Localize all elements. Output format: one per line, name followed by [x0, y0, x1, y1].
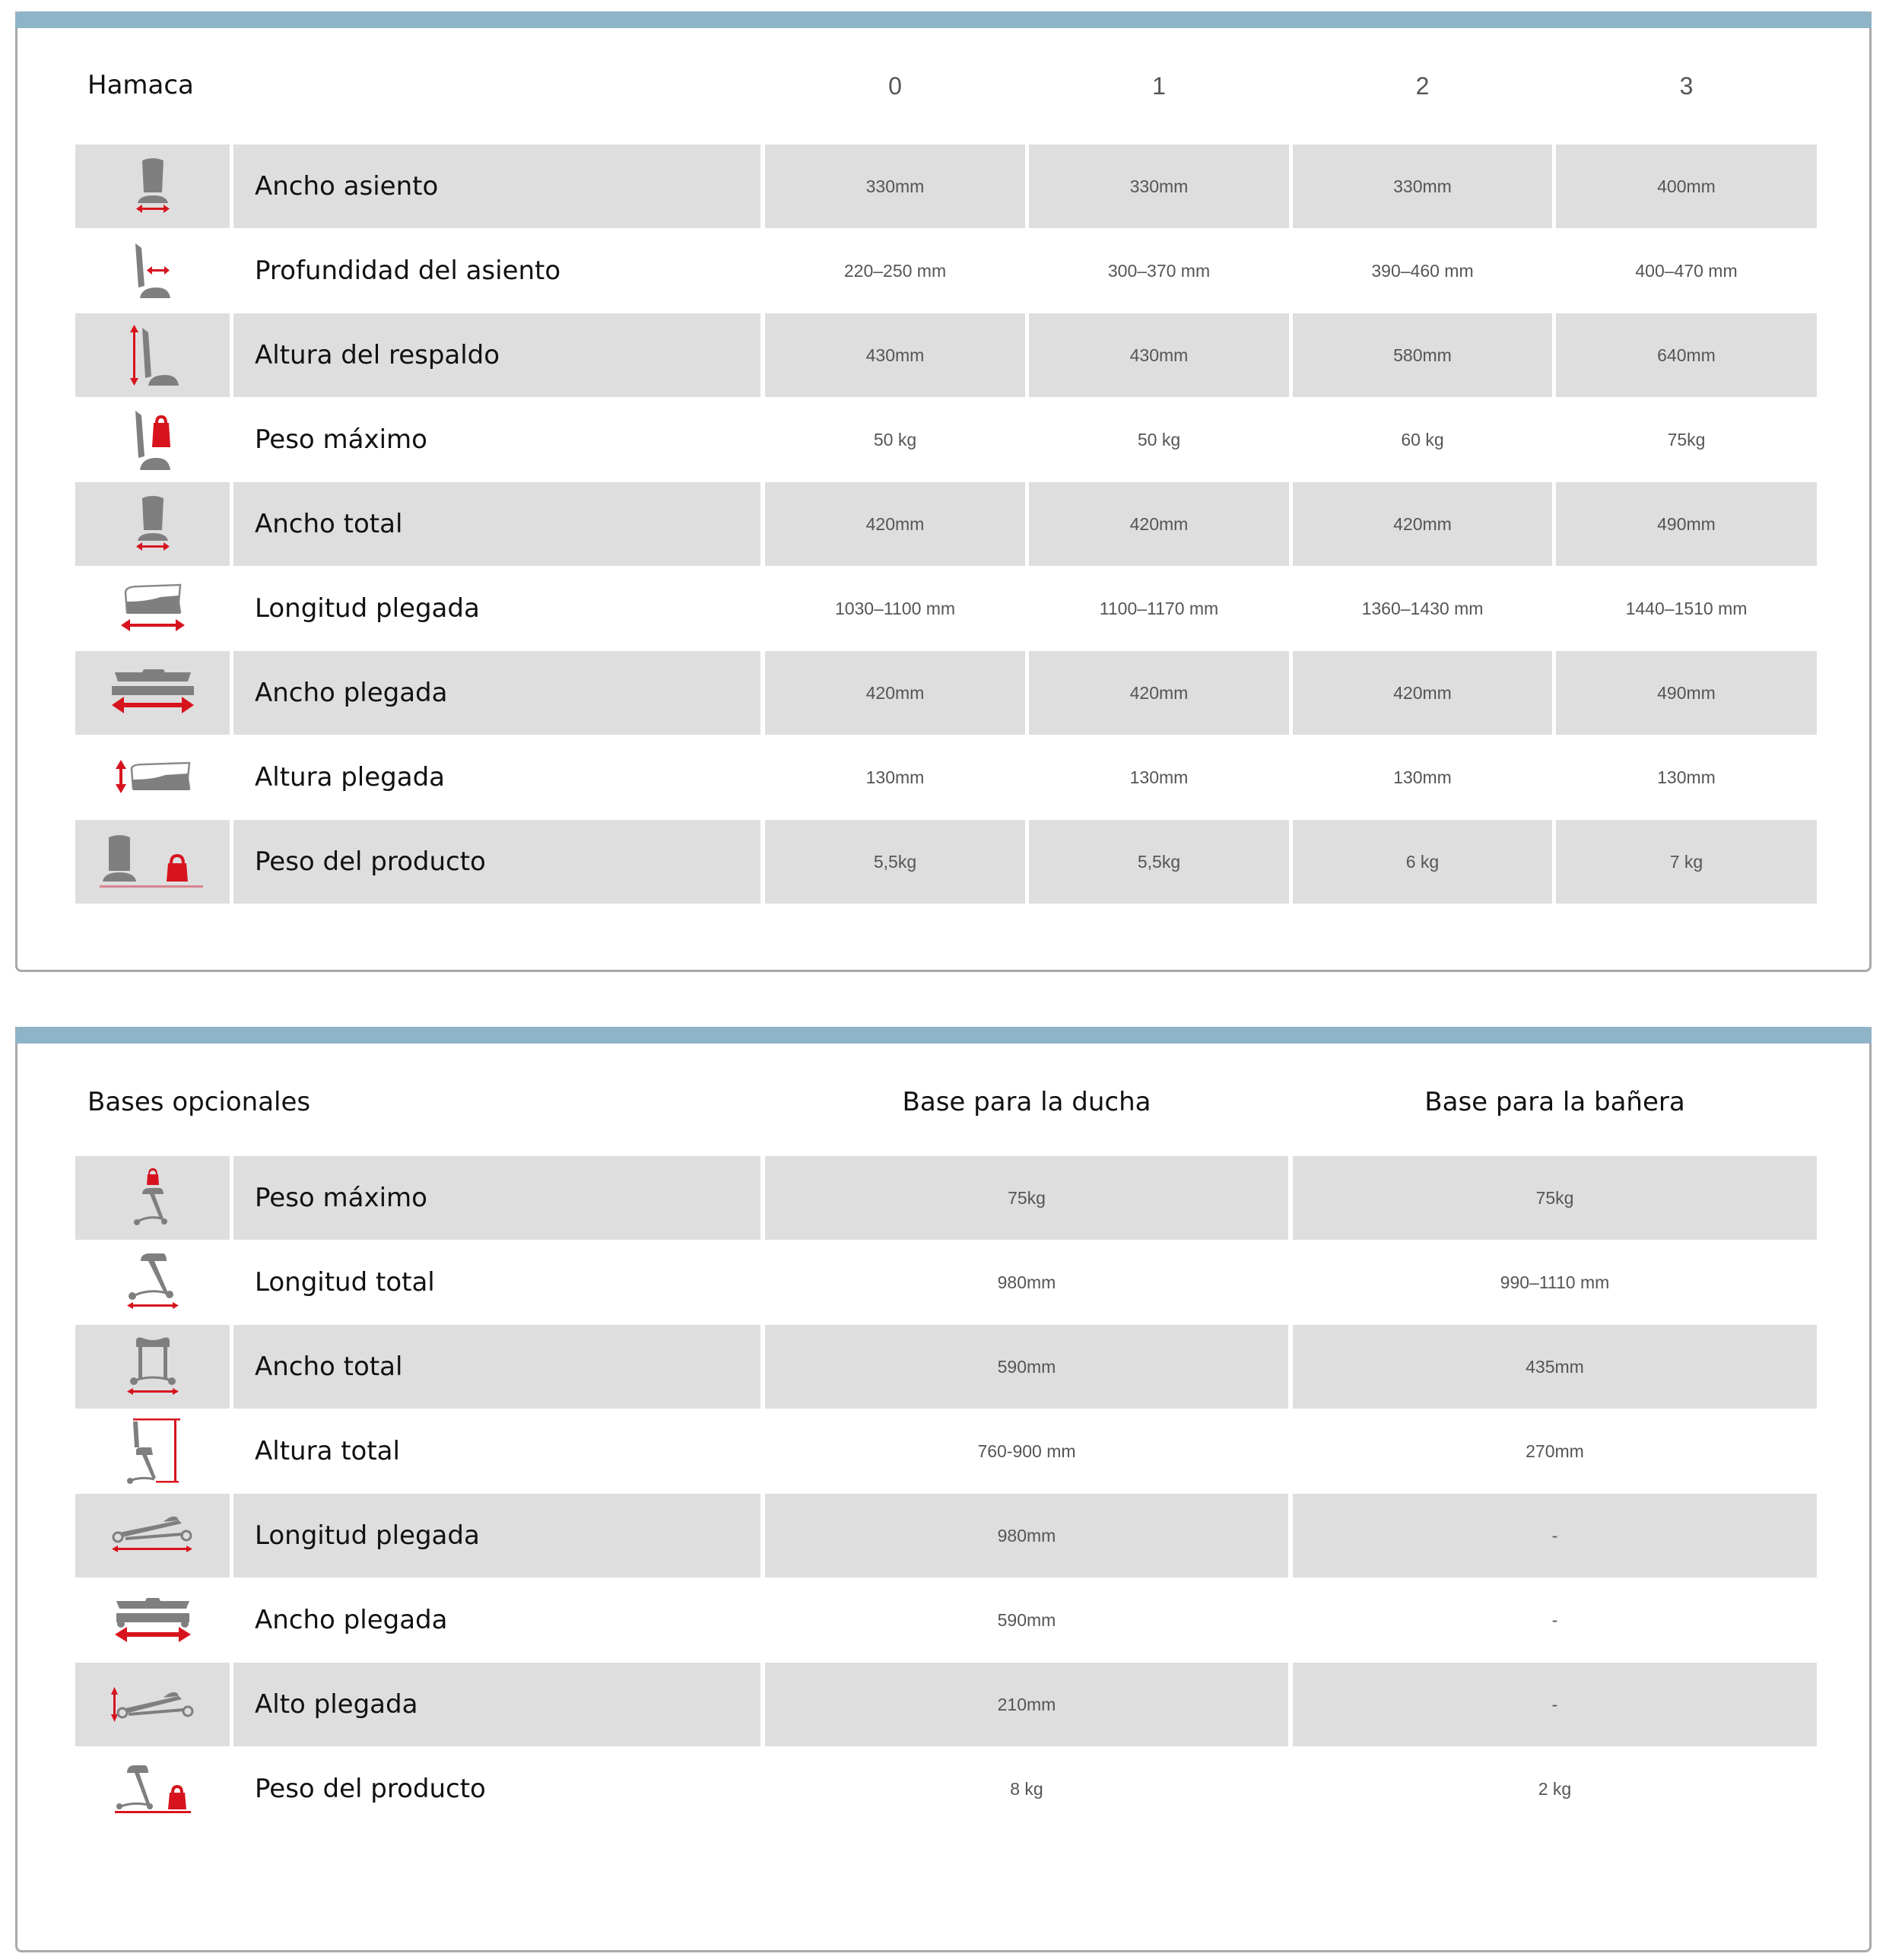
value-cell: 420mm: [1029, 651, 1289, 735]
value-cell: 430mm: [765, 313, 1025, 397]
table-row: [75, 229, 1818, 313]
base-total-width-icon: [125, 1335, 180, 1399]
row-label: Longitud plegada: [255, 593, 480, 624]
row-label: Ancho plegada: [255, 1605, 448, 1635]
column-header-2: 2: [1415, 72, 1430, 100]
value-cell: -: [1293, 1494, 1817, 1577]
table-row: [75, 820, 1818, 904]
value-cell: 8 kg: [1010, 1778, 1043, 1799]
table-row: [75, 482, 1818, 566]
value-cell: 1030–1100 mm: [834, 598, 956, 618]
value-cell: 420mm: [1029, 482, 1289, 566]
value-cell: 420mm: [1293, 482, 1552, 566]
value-cell: 130mm: [1129, 767, 1189, 787]
value-cell: 1440–1510 mm: [1625, 598, 1748, 618]
table-row: [75, 1156, 1818, 1240]
value-cell: 7 kg: [1556, 820, 1817, 904]
value-cell: 75kg: [1293, 1156, 1817, 1240]
row-label: Ancho total: [233, 482, 760, 566]
value-cell: 590mm: [997, 1609, 1056, 1630]
value-cell: 75kg: [1667, 429, 1706, 449]
value-cell: 6 kg: [1293, 820, 1552, 904]
value-cell: 430mm: [1029, 313, 1289, 397]
value-cell: 640mm: [1556, 313, 1817, 397]
row-label: Longitud plegada: [233, 1494, 760, 1577]
value-cell: 210mm: [765, 1663, 1288, 1746]
table-row: [75, 1663, 1818, 1746]
row-label: Peso máximo: [255, 424, 427, 455]
backrest-height-icon: [122, 323, 183, 387]
value-cell: 60 kg: [1401, 429, 1444, 449]
value-cell: 5,5kg: [765, 820, 1025, 904]
value-cell: 420mm: [765, 482, 1025, 566]
total-width-icon: [130, 494, 176, 554]
column-header-3: 3: [1679, 72, 1694, 100]
value-cell: 130mm: [865, 767, 925, 787]
value-cell: 400mm: [1556, 145, 1817, 228]
row-label: Peso máximo: [233, 1156, 760, 1240]
max-weight-icon: [126, 408, 179, 472]
value-cell: 270mm: [1526, 1441, 1584, 1461]
hamaca-title: Hamaca: [87, 70, 194, 100]
column-header-bath-base: Base para la bañera: [1424, 1087, 1685, 1117]
bases-spec-panel: [15, 1027, 1872, 1952]
column-header-1: 1: [1152, 72, 1166, 100]
table-row: [75, 398, 1818, 481]
row-label: Altura del respaldo: [233, 313, 760, 397]
value-cell: 50 kg: [1137, 429, 1181, 449]
row-label: Ancho plegada: [233, 651, 760, 735]
value-cell: 130mm: [1657, 767, 1716, 787]
base-folded-length-icon: [110, 1513, 195, 1558]
table-row: [75, 1240, 1818, 1324]
value-cell: 300–370 mm: [1107, 260, 1211, 281]
value-cell: 990–1110 mm: [1500, 1272, 1610, 1292]
value-cell: 1360–1430 mm: [1361, 598, 1484, 618]
value-cell: 2 kg: [1538, 1778, 1572, 1799]
value-cell: 50 kg: [873, 429, 917, 449]
value-cell: 390–460 mm: [1371, 260, 1474, 281]
value-cell: 420mm: [1293, 651, 1552, 735]
base-folded-height-icon: [110, 1685, 195, 1723]
seat-depth-icon: [126, 240, 179, 301]
base-total-height-icon: [125, 1417, 180, 1485]
folded-height-icon: [110, 758, 195, 796]
table-row: [75, 735, 1818, 819]
value-cell: 220–250 mm: [843, 260, 947, 281]
panel-header-bar: [15, 1027, 1872, 1044]
value-cell: 490mm: [1556, 651, 1817, 735]
row-label: Altura plegada: [255, 762, 445, 793]
row-label: Alto plegada: [233, 1663, 760, 1746]
table-row: [75, 1747, 1818, 1831]
value-cell: 590mm: [765, 1325, 1288, 1409]
row-label: Altura total: [255, 1436, 400, 1466]
value-cell: 5,5kg: [1029, 820, 1289, 904]
value-cell: 330mm: [765, 145, 1025, 228]
value-cell: -: [1293, 1663, 1817, 1746]
value-cell: 490mm: [1556, 482, 1817, 566]
value-cell: 760-900 mm: [977, 1441, 1076, 1461]
table-row: [75, 1578, 1818, 1662]
base-total-length-icon: [125, 1250, 180, 1314]
row-label: Peso del producto: [255, 1774, 486, 1804]
value-cell: 75kg: [765, 1156, 1288, 1240]
row-label: Ancho total: [233, 1325, 760, 1409]
value-cell: 330mm: [1293, 145, 1552, 228]
value-cell: 1100–1170 mm: [1099, 598, 1219, 618]
row-label: Profundidad del asiento: [255, 256, 561, 286]
table-row: [75, 1325, 1818, 1409]
column-header-shower-base: Base para la ducha: [902, 1087, 1151, 1117]
table-row: [75, 567, 1818, 650]
base-max-weight-icon: [130, 1164, 176, 1232]
table-row: [75, 651, 1818, 735]
bases-title: Bases opcionales: [87, 1087, 311, 1117]
folded-width-icon: [109, 668, 197, 718]
value-cell: 130mm: [1393, 767, 1452, 787]
value-cell: 435mm: [1293, 1325, 1817, 1409]
table-row: [75, 313, 1818, 397]
seat-width-icon: [130, 156, 176, 217]
value-cell: 980mm: [997, 1272, 1056, 1292]
row-label: Ancho asiento: [233, 145, 760, 228]
row-label: Longitud total: [255, 1267, 435, 1298]
value-cell: 330mm: [1029, 145, 1289, 228]
table-row: [75, 1494, 1818, 1577]
base-folded-width-icon: [113, 1595, 192, 1645]
value-cell: 980mm: [765, 1494, 1288, 1577]
table-row: [75, 1409, 1818, 1493]
value-cell: 400–470 mm: [1635, 260, 1738, 281]
table-row: [75, 145, 1818, 228]
row-label: Peso del producto: [233, 820, 760, 904]
folded-length-icon: [116, 582, 189, 635]
value-cell: 580mm: [1293, 313, 1552, 397]
product-weight-icon: [100, 831, 206, 892]
value-cell: 420mm: [765, 651, 1025, 735]
column-header-0: 0: [888, 72, 902, 100]
value-cell: -: [1551, 1609, 1558, 1630]
base-product-weight-icon: [110, 1762, 195, 1815]
hamaca-spec-panel: [15, 11, 1872, 972]
panel-header-bar: [15, 11, 1872, 28]
